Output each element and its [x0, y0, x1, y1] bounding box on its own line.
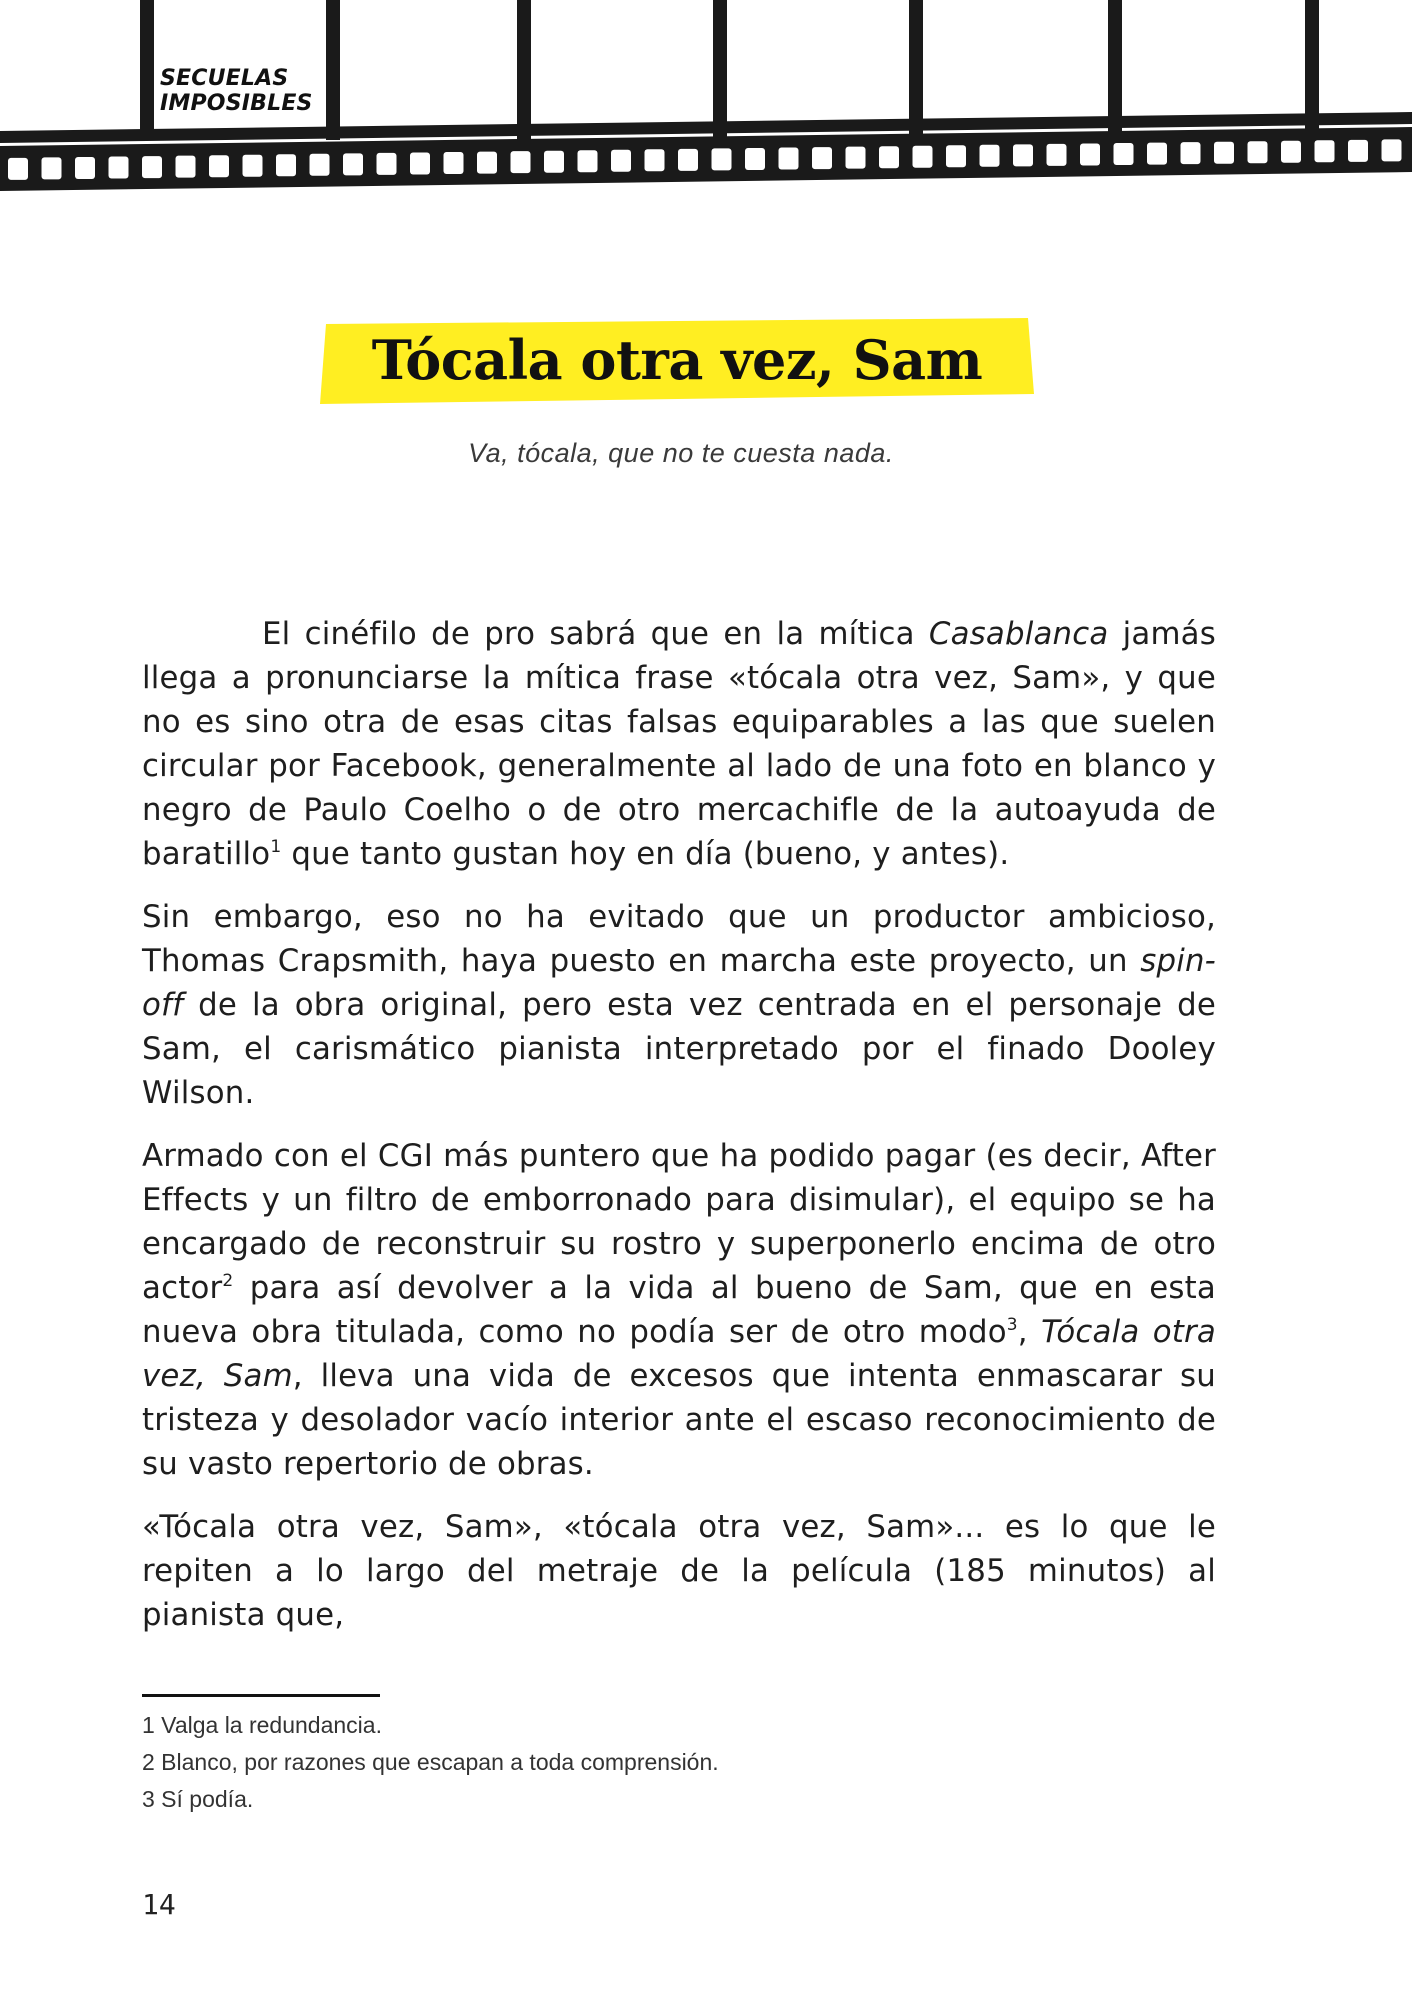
paragraph	[142, 895, 1216, 1115]
film-frame-divider	[517, 0, 531, 140]
text-run: Armado con el CGI más puntero que ha podido pagar (es decir, After Effects y un filtro de emborronado para disimular), el equipo se ha encargado de reconstruir su rostro y superponerlo encima de otro actor	[142, 1138, 1216, 1306]
italic-text: Casablanca	[928, 616, 1109, 652]
sprocket-hole	[410, 153, 430, 175]
sprocket-hole	[645, 149, 665, 171]
footnote-ref: 2	[222, 1271, 234, 1291]
footnotes	[142, 1707, 1042, 1818]
sprocket-hole	[578, 150, 598, 172]
sprocket-hole	[980, 145, 1000, 167]
sprocket-hole	[1348, 140, 1368, 162]
film-frame-divider	[713, 0, 727, 140]
text-run: que tanto gustan hoy en día (bueno, y antes).	[281, 836, 1010, 872]
sprocket-hole	[544, 151, 564, 173]
sprocket-hole	[444, 152, 464, 174]
sprocket-hole	[1114, 143, 1134, 165]
sprocket-hole	[8, 158, 28, 180]
sprocket-hole	[879, 146, 899, 168]
title-block	[320, 318, 1034, 404]
sprocket-hole	[611, 150, 631, 172]
sprocket-hole	[176, 156, 196, 178]
italic-text: spin-off	[142, 943, 1216, 1023]
sprocket-hole	[377, 153, 397, 175]
series-label	[160, 66, 330, 116]
sprocket-hole	[812, 147, 832, 169]
footnote-ref: 1	[270, 837, 282, 857]
sprocket-hole	[779, 148, 799, 170]
sprocket-hole	[1047, 144, 1067, 166]
sprocket-hole	[42, 157, 62, 179]
text-run: ,	[1017, 1314, 1042, 1350]
subtitle: Va, tócala, que no te cuesta nada.	[468, 438, 894, 468]
footnote: 1 Valga la redundancia.	[142, 1712, 382, 1738]
text-run: El cinéfilo de pro sabrá que en la mítica	[262, 616, 929, 652]
sprocket-hole	[310, 154, 330, 176]
footnote: 2 Blanco, por razones que escapan a toda comprensión.	[142, 1749, 719, 1775]
sprocket-hole	[1013, 144, 1033, 166]
sprocket-hole	[1147, 143, 1167, 165]
series-label-line1: SECUELAS	[160, 66, 289, 91]
sprocket-hole	[276, 154, 296, 176]
footnote: 3 Sí podía.	[142, 1786, 254, 1812]
sprocket-hole	[846, 147, 866, 169]
article-body	[142, 612, 1216, 1656]
text-run: para así devolver a la vida al bueno de Sam, que en esta nueva obra titulada, como no podía ser de otro modo	[142, 1270, 1216, 1350]
paragraph	[142, 612, 1216, 876]
page-number: 14	[142, 1888, 176, 1921]
footnote-ref: 3	[1006, 1315, 1018, 1335]
footnote-divider	[142, 1694, 380, 1697]
sprocket-hole	[477, 152, 497, 174]
series-label-line2: IMPOSIBLES	[160, 91, 313, 116]
sprocket-hole	[678, 149, 698, 171]
text-run: Sin embargo, eso no ha evitado que un productor ambicioso, Thomas Crapsmith, haya puesto en marcha este proyecto, un	[142, 899, 1216, 979]
sprocket-hole	[1281, 141, 1301, 163]
sprocket-hole	[1315, 140, 1335, 162]
sprocket-hole	[712, 148, 732, 170]
sprocket-hole	[109, 157, 129, 179]
sprocket-hole	[209, 155, 229, 177]
paragraph	[142, 1505, 1216, 1637]
page-title: Tócala otra vez, Sam	[371, 328, 983, 392]
sprocket-hole	[75, 157, 95, 179]
sprocket-hole	[1214, 142, 1234, 164]
text-run: , lleva una vida de excesos que intenta enmascarar su tristeza y desolador vacío interior ante el escaso reconocimiento de su vasto repertorio de obras.	[142, 1358, 1216, 1482]
paragraph	[142, 1134, 1216, 1486]
film-frame-divider	[140, 0, 154, 140]
italic-text: Tócala otra vez, Sam	[142, 1314, 1216, 1394]
sprocket-hole	[1382, 139, 1402, 161]
text-run: de la obra original, pero esta vez centrada en el personaje de Sam, el carismático pianista interpretado por el finado Dooley Wilson.	[142, 987, 1216, 1111]
sprocket-hole	[946, 145, 966, 167]
sprocket-hole	[1181, 142, 1201, 164]
sprocket-hole	[745, 148, 765, 170]
sprocket-hole	[243, 155, 263, 177]
sprocket-hole	[1080, 144, 1100, 166]
sprocket-hole	[913, 146, 933, 168]
text-run: jamás llega a pronunciarse la mítica frase «tócala otra vez, Sam», y que no es sino otra de esas citas falsas equiparables a las que suelen circular por Facebook, generalmente al lado de una foto en blanco y negro de Paulo Coelho o de otro mercachifle de la autoayuda de baratillo	[142, 616, 1216, 872]
sprocket-hole	[511, 151, 531, 173]
sprocket-hole	[343, 153, 363, 175]
sprocket-hole	[142, 156, 162, 178]
sprocket-hole	[1248, 141, 1268, 163]
text-run: «Tócala otra vez, Sam», «tócala otra vez, Sam»... es lo que le repiten a lo largo del metraje de la película (185 minutos) al pianista que,	[142, 1509, 1216, 1633]
